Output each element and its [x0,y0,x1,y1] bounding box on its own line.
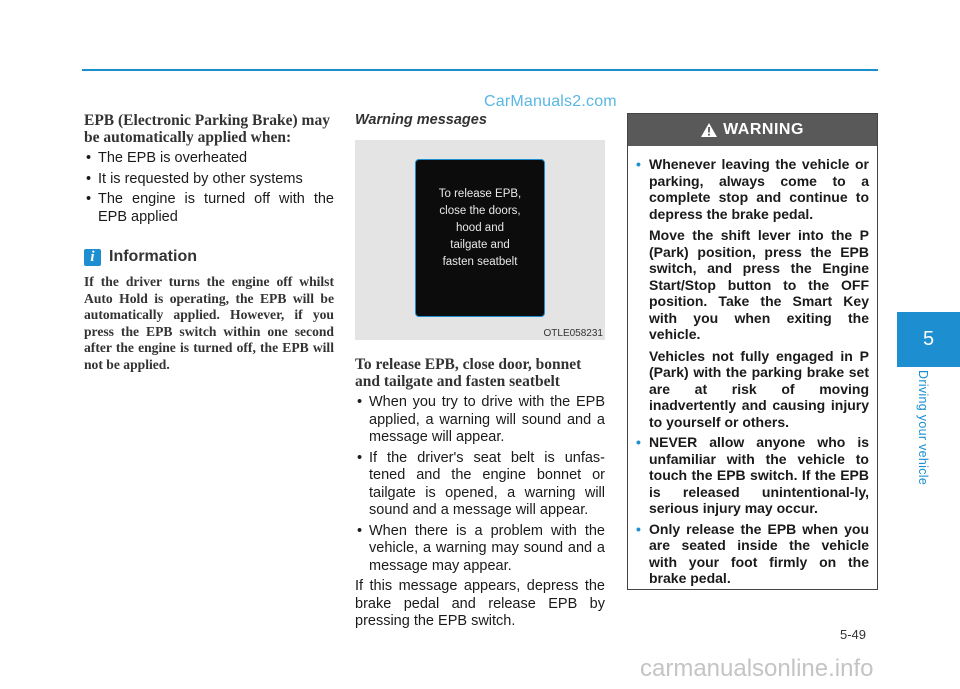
warning-conditions-list [355,394,605,575]
list-item: • It is requested by other systems [84,171,334,189]
info-i-icon: i [84,249,101,266]
warning-header [628,114,877,146]
epb-conditions-list [84,150,334,226]
warning-box [627,113,878,590]
cluster-screen [415,159,545,317]
page-number: 5-49 [840,627,867,642]
warning-triangle-icon [701,123,717,137]
list-item: • When you try to drive with the EPB applied, a warning will sound and a message will appear. [355,394,605,447]
release-epb-subheading: To release EPB, close door, bonnet and tailgate and fasten seatbelt [355,356,582,390]
middle-column [355,112,605,631]
cluster-screen-message: To release EPB, close the doors, hood and tailgate and fasten seatbelt [438,188,522,268]
top-rule [82,69,878,71]
warning-item-text: • Whenever leaving the vehicle or parking, always come to a complete stop and continue to depress the brake pedal. [649,156,869,222]
information-header [84,248,334,266]
list-item: • The EPB is overheated [84,150,334,168]
watermark-top[interactable]: CarManuals2.com [484,93,617,110]
information-body: If the driver turns the engine off whilst Auto Hold is operating, the EPB will be automatically applied. However, if you press the EPB switch within one second after the engine is turned off, the EPB will not be applied. [84,274,334,372]
list-item: • When there is a problem with the vehicle, a warning may sound and a message may appear. [355,523,605,576]
warning-messages-heading: Warning messages [355,112,487,128]
watermark-bottom[interactable]: carmanualsonline.info [640,655,874,682]
epb-auto-applied-heading: EPB (Electronic Parking Brake) may be automatically applied when: [84,112,330,146]
information-title: Information [109,248,197,265]
list-item: • NEVER allow anyone who is unfamiliar with the vehicle to touch the EPB switch. If the EPB is released unintentional-ly, serious injury may occur. [636,434,869,517]
warning-title: WARNING [723,121,804,138]
list-item: • If the driver's seat belt is unfas-tened and the engine bonnet or tailgate is opened, a warning will sound and a message will appear. [355,450,605,520]
warning-list [628,156,877,587]
list-item: • The engine is turned off with the EPB applied [84,191,334,226]
chapter-tab-label: Driving your vehicle [916,370,930,486]
warning-item-subparagraph: Vehicles not fully engaged in P (Park) with the parking brake set are at risk of moving inadvertently and causing injury to yourself or others. [649,347,869,430]
list-item: • Only release the EPB when you are seated inside the vehicle with your foot firmly on the brake pedal. [636,521,869,587]
chapter-tab: 5 [897,312,960,367]
figure-code: OTLE058231 [543,328,603,339]
release-instruction-paragraph: If this message appears, depress the brake pedal and release EPB by pressing the EPB switch. [355,578,605,629]
cluster-display-figure [355,140,605,340]
list-item [636,156,869,430]
warning-item-subparagraph: Move the shift lever into the P (Park) position, press the EPB switch, and press the Engine Start/Stop button to the OFF position. Take the Smart Key with you when exiting the vehicle. [649,227,869,342]
left-column [84,112,334,373]
